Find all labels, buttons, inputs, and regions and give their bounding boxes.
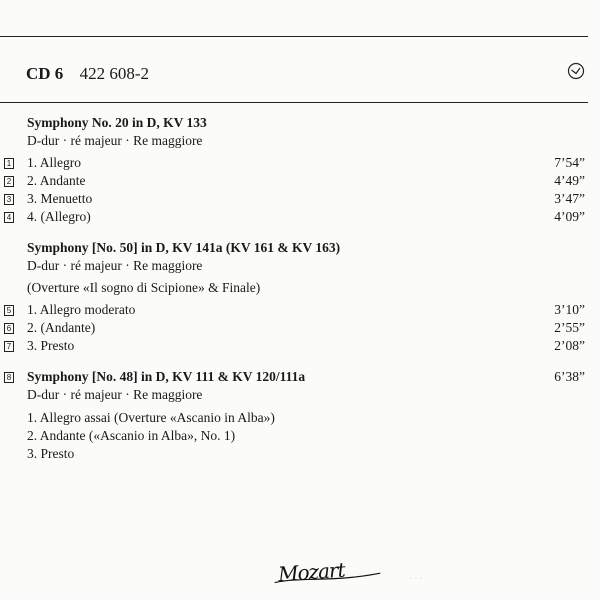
movement-label: 4. (Allegro)	[27, 209, 91, 224]
movement-duration: 2’55”	[554, 320, 585, 335]
catalog-number: 422 608-2	[79, 64, 149, 83]
mozart-signature	[277, 558, 345, 587]
track-number: 3	[4, 194, 14, 205]
header-rule	[0, 102, 588, 103]
movement-label: 1. Allegro assai (Overture «Ascanio in Alba»)	[27, 410, 275, 425]
track-number: 4	[4, 212, 14, 223]
track-number: 8	[4, 372, 14, 383]
movement-label: 3. Presto	[27, 338, 75, 353]
track-number: 1	[4, 158, 14, 169]
movement-duration: 2’08”	[554, 338, 585, 353]
symphony-title: Symphony [No. 50] in D, KV 141a (KV 161 & KV 163)	[27, 240, 341, 255]
movement-label: 2. Andante («Ascanio in Alba», No. 1)	[27, 428, 236, 443]
movement-label: 2. Andante	[27, 173, 86, 188]
symphony-keys: D-dur · ré majeur · Re maggiore	[27, 133, 203, 148]
movement-duration: 4’49”	[554, 173, 585, 188]
track-number: 6	[4, 323, 14, 334]
movement-label: 1. Allegro moderato	[27, 302, 136, 317]
signature-text: Mozart	[277, 557, 346, 587]
movement-duration: 4’09”	[554, 209, 585, 224]
faint-marks: · · ·	[410, 574, 422, 583]
movement-duration: 7’54”	[554, 155, 585, 170]
movement-label: 1. Allegro	[27, 155, 81, 170]
movement-duration: 3’10”	[554, 302, 585, 317]
movement-label: 2. (Andante)	[27, 320, 96, 335]
track-number: 2	[4, 176, 14, 187]
clock-icon	[567, 62, 585, 80]
symphony-keys: D-dur · ré majeur · Re maggiore	[27, 258, 203, 273]
top-rule	[0, 36, 588, 37]
symphony-note: (Overture «Il sogno di Scipione» & Finale)	[27, 280, 261, 295]
symphony-title: Symphony [No. 48] in D, KV 111 & KV 120/111a	[27, 369, 306, 384]
symphony-duration: 6’38”	[554, 369, 585, 384]
movement-label: 3. Menuetto	[27, 191, 93, 206]
symphony-title: Symphony No. 20 in D, KV 133	[27, 115, 207, 130]
track-number: 7	[4, 341, 14, 352]
track-number: 5	[4, 305, 14, 316]
movement-duration: 3’47”	[554, 191, 585, 206]
movement-label: 3. Presto	[27, 446, 75, 461]
cd-label: CD 6	[26, 64, 64, 83]
symphony-keys: D-dur · ré majeur · Re maggiore	[27, 387, 203, 402]
cd-header	[26, 64, 149, 84]
